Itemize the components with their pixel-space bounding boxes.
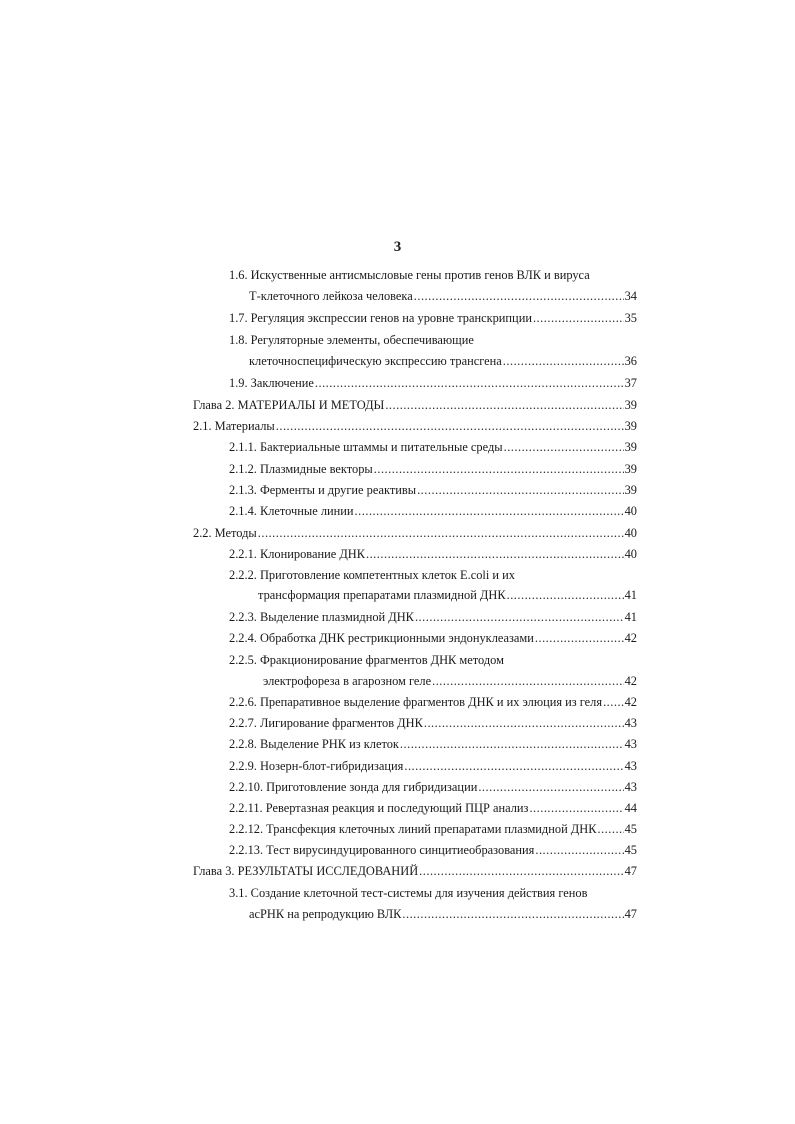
dot-leader	[419, 862, 623, 880]
toc-entry-title: 2.2.13. Тест вирусиндуцированного синцитиеобразования	[229, 843, 535, 857]
dot-leader	[504, 438, 624, 456]
toc-entry-title: 2.2.11. Ревертазная реакция и последующий ПЦР анализ	[229, 801, 529, 815]
toc-entry-2-2	[193, 524, 637, 542]
toc-entry-1-9	[229, 374, 637, 392]
dot-leader	[417, 481, 624, 499]
dot-leader	[597, 820, 623, 838]
toc-entry-1-8	[229, 331, 474, 349]
toc-page-number: 35	[624, 311, 637, 325]
toc-entry-1-8-cont	[249, 352, 637, 370]
dot-leader	[374, 460, 624, 478]
toc-page-number: 40	[624, 547, 637, 561]
toc-entry-title: 2.2. Методы	[193, 526, 257, 540]
toc-page-number: 41	[624, 588, 637, 602]
dot-leader	[355, 502, 624, 520]
toc-page-number: 40	[624, 504, 637, 518]
dot-leader	[603, 693, 624, 711]
toc-page-number: 37	[624, 376, 637, 390]
toc-entry-title: 2.2.9. Нозерн-блот-гибридизация	[229, 759, 404, 773]
toc-entry-2-1-2	[229, 460, 637, 478]
dot-leader	[415, 608, 624, 626]
toc-entry-title: 2.2.8. Выделение РНК из клеток	[229, 737, 399, 751]
toc-entry-2-1-4	[229, 502, 637, 520]
toc-entry-2-2-2	[229, 566, 515, 584]
toc-entry-2-1	[193, 417, 637, 435]
dot-leader	[276, 417, 624, 435]
toc-page-number: 45	[624, 843, 637, 857]
toc-page-number: 39	[624, 440, 637, 454]
toc-entry-2-2-9	[229, 757, 637, 775]
toc-chapter-title: Глава 3. РЕЗУЛЬТАТЫ ИССЛЕДОВАНИЙ	[193, 864, 419, 878]
toc-entry-1-7	[229, 309, 637, 327]
toc-entry-2-2-4	[229, 629, 637, 647]
page-number: 3	[393, 239, 402, 255]
dot-leader	[503, 352, 624, 370]
toc-entry-title: 2.1. Материалы	[193, 419, 275, 433]
toc-entry-title: 1.9. Заключение	[229, 376, 314, 390]
dot-leader	[533, 309, 624, 327]
toc-page-number: 39	[624, 419, 637, 433]
toc-entry-1-6	[229, 266, 590, 284]
toc-entry-2-2-2-cont	[258, 586, 637, 604]
toc-entry-3-1	[229, 884, 587, 902]
toc-entry-1-6-cont	[249, 287, 637, 305]
toc-entry-title: Т-клеточного лейкоза человека	[249, 289, 413, 303]
dot-leader	[366, 545, 624, 563]
toc-entry-title: трансформация препаратами плазмидной ДНК	[258, 588, 506, 602]
toc-entry-title: асРНК на репродукцию ВЛК	[249, 907, 402, 921]
dot-leader	[414, 287, 624, 305]
toc-entry-2-2-5-cont	[263, 672, 637, 690]
toc-entry-2-2-5	[229, 651, 504, 669]
dot-leader	[432, 672, 624, 690]
dot-leader	[529, 799, 623, 817]
toc-entry-2-2-12	[229, 820, 637, 838]
toc-page-number: 43	[624, 737, 637, 751]
toc-page-number: 43	[624, 780, 637, 794]
dot-leader	[478, 778, 623, 796]
toc-page-number: 36	[624, 354, 637, 368]
toc-entry-title: 3.1. Создание клеточной тест-системы для изучения действия генов	[229, 886, 588, 900]
toc-page-number: 44	[624, 801, 637, 815]
toc-chapter-3	[193, 862, 637, 880]
toc-entry-title: 2.1.1. Бактериальные штаммы и питательные среды	[229, 440, 503, 454]
dot-leader	[507, 586, 624, 604]
toc-page-number: 43	[624, 759, 637, 773]
toc-entry-title: 2.2.12. Трансфекция клеточных линий препаратами плазмидной ДНК	[229, 822, 597, 836]
toc-entry-title: 2.2.3. Выделение плазмидной ДНК	[229, 610, 414, 624]
toc-chapter-2	[193, 396, 637, 414]
toc-entry-3-1-cont	[249, 905, 637, 923]
toc-page-number: 47	[624, 864, 637, 878]
toc-page-number: 47	[624, 907, 637, 921]
toc-page-number: 43	[624, 716, 637, 730]
dot-leader	[424, 714, 624, 732]
toc-page-number: 40	[624, 526, 637, 540]
toc-entry-title: 2.2.10. Приготовление зонда для гибридизации	[229, 780, 478, 794]
dot-leader	[404, 757, 623, 775]
dot-leader	[535, 841, 623, 859]
toc-entry-title: 2.2.1. Клонирование ДНК	[229, 547, 365, 561]
toc-entry-2-2-3	[229, 608, 637, 626]
toc-page-number: 45	[624, 822, 637, 836]
toc-entry-title: 2.2.6. Препаративное выделение фрагментов ДНК и их элюция из геля	[229, 695, 603, 709]
toc-page-number: 34	[624, 289, 637, 303]
dot-leader	[385, 396, 623, 414]
toc-page-number: 39	[624, 462, 637, 476]
dot-leader	[258, 524, 624, 542]
toc-entry-2-2-13	[229, 841, 637, 859]
toc-entry-2-2-10	[229, 778, 637, 796]
toc-page-number: 42	[624, 631, 637, 645]
toc-entry-2-2-11	[229, 799, 637, 817]
toc-entry-title: 2.2.2. Приготовление компетентных клеток E.coli и их	[229, 568, 515, 582]
dot-leader	[402, 905, 623, 923]
toc-entry-title: 2.1.3. Ферменты и другие реактивы	[229, 483, 417, 497]
toc-entry-title: 2.1.4. Клеточные линии	[229, 504, 354, 518]
toc-page-number: 39	[624, 483, 637, 497]
toc-entry-title: 1.8. Регуляторные элементы, обеспечивающие	[229, 333, 474, 347]
toc-entry-title: 2.1.2. Плазмидные векторы	[229, 462, 373, 476]
toc-entry-title: 1.7. Регуляция экспрессии генов на уровне транскрипции	[229, 311, 532, 325]
toc-page-number: 42	[624, 674, 637, 688]
toc-entry-2-1-1	[229, 438, 637, 456]
toc-entry-title: электрофореза в агарозном геле	[263, 674, 432, 688]
toc-entry-title: 2.2.5. Фракционирование фрагментов ДНК методом	[229, 653, 504, 667]
dot-leader	[535, 629, 624, 647]
toc-page-number: 39	[624, 398, 637, 412]
toc-entry-title: клеточноспецифическую экспрессию трансгена	[249, 354, 502, 368]
toc-entry-2-1-3	[229, 481, 637, 499]
dot-leader	[315, 374, 624, 392]
dot-leader	[400, 735, 624, 753]
toc-entry-title: 2.2.4. Обработка ДНК рестрикционными эндонуклеазами	[229, 631, 534, 645]
toc-page-number: 42	[624, 695, 637, 709]
toc-page-number: 41	[624, 610, 637, 624]
toc-entry-2-2-1	[229, 545, 637, 563]
toc-entry-2-2-8	[229, 735, 637, 753]
toc-entry-title: 1.6. Искуственные антисмысловые гены против генов ВЛК и вируса	[229, 268, 590, 282]
toc-entry-2-2-6	[229, 693, 637, 711]
toc-entry-2-2-7	[229, 714, 637, 732]
toc-entry-title: 2.2.7. Лигирование фрагментов ДНК	[229, 716, 423, 730]
toc-chapter-title: Глава 2. МАТЕРИАЛЫ И МЕТОДЫ	[193, 398, 385, 412]
